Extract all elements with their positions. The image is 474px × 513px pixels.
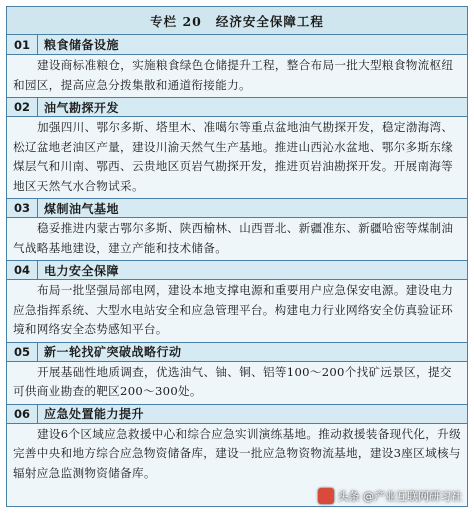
section-number: 01 [13,37,30,52]
section-header [7,97,467,117]
section-header [7,260,467,280]
section-title: 油气勘探开发 [44,100,120,115]
toutiao-logo-icon [318,488,334,504]
section-body: 建设6个区域应急救援中心和综合应急实训演练基地。推动救援装备现代化，升级完善中央和地方综合应急物资储备库，建设一批应急物资物流基地，建设3座区域核与辐射应急监测物资储备库。 [7,424,467,486]
section-body: 开展基础性地质调查，优选油气、铀、铜、铝等100～200个找矿远景区，提交可供商业勘查的靶区200～300处。 [7,362,467,404]
section-header [7,342,467,362]
section-number: 02 [13,100,30,114]
section-body: 布局一批坚强局部电网，建设本地支撑电源和重要用户应急保安电源。建设电力应急指挥系统、大型水电站安全和应急管理平台。构建电力行业网络安全仿真验证环境和网络安全态势感知平台。 [7,280,467,342]
source-watermark [318,488,463,504]
section-title: 新一轮找矿突破战略行动 [44,345,182,359]
section-body: 加强四川、鄂尔多斯、塔里木、准噶尔等重点盆地油气勘探开发，稳定渤海湾、松辽盆地老油区产量，建设川渝天然气生产基地。推进山西沁水盆地、鄂尔多斯东缘煤层气和川南、鄂西、云贵地区页岩气勘探开发，推进页岩油勘探开发。开展南海等地区天然气水合物试采。 [7,117,467,198]
section-title: 应急处置能力提升 [44,407,145,421]
section-header [7,35,467,55]
economic-security-panel [6,6,468,507]
section-body: 稳妥推进内蒙古鄂尔多斯、陕西榆林、山西晋北、新疆准东、新疆哈密等煤制油气战略基地建设，建立产能和技术储备。 [7,218,467,260]
section-05 [7,342,467,404]
section-06 [7,404,467,486]
section-number: 05 [13,344,30,359]
section-03 [7,198,467,260]
section-header [7,404,467,424]
section-number: 06 [13,406,30,421]
panel-header [7,7,467,35]
section-title: 粮食储备设施 [44,38,120,52]
section-01 [7,35,467,97]
section-number: 03 [13,201,30,215]
panel-title: 经济安全保障工程 [215,13,324,29]
section-header [7,198,467,218]
section-body: 建设商标准粮仓，实施粮食绿色仓储提升工程，整合布局一批大型粮食物流枢纽和园区，提高应急分拨集散和通道衔接能力。 [7,55,467,97]
section-04 [7,260,467,342]
section-02 [7,97,467,198]
section-title: 电力安全保障 [44,263,120,278]
section-title: 煤制油气基地 [44,201,120,216]
section-number: 04 [13,263,30,277]
column-label: 专栏 20 [150,13,202,29]
watermark-text: 头条 @产业互联网研习社 [337,490,462,503]
